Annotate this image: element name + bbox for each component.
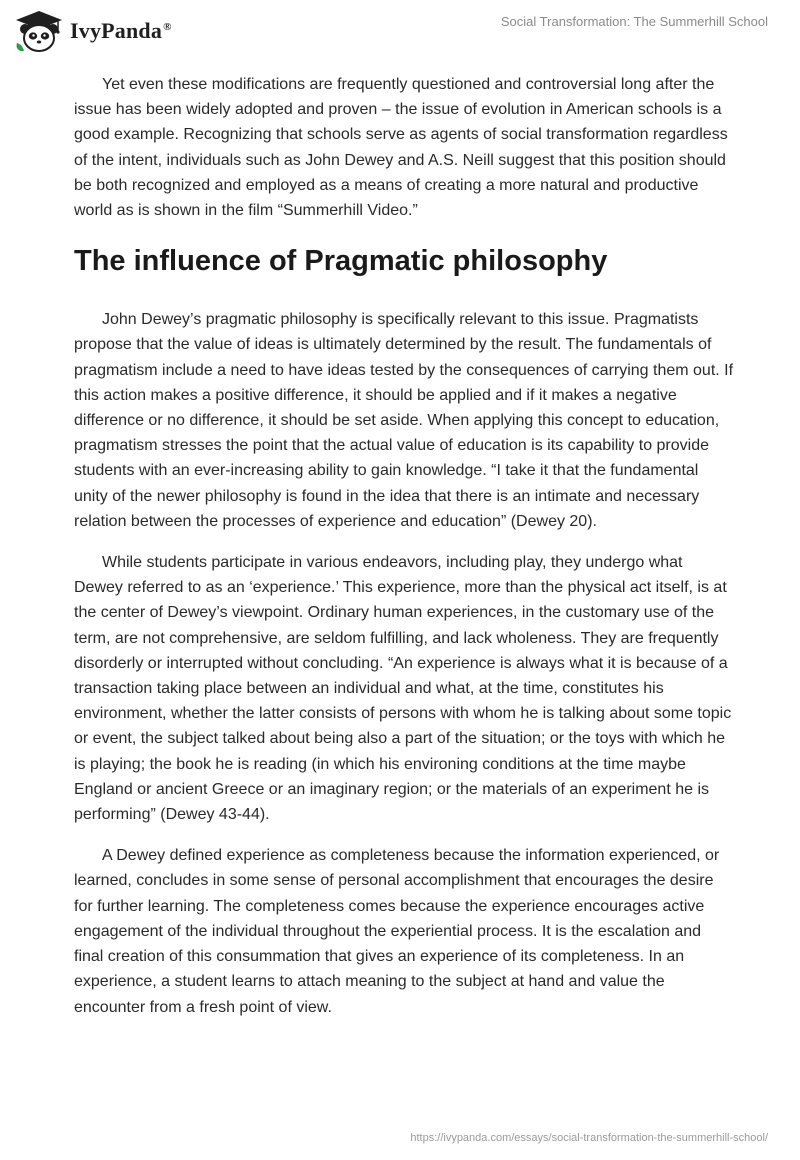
document-title: Social Transformation: The Summerhill School	[500, 14, 768, 29]
page-header	[0, 0, 800, 60]
ivypanda-logo[interactable]	[14, 8, 172, 54]
essay-content	[74, 72, 734, 1036]
paragraph: Yet even these modifications are frequently questioned and controversial long after the issue has been widely adopted and proven – the issue of evolution in American schools is a good example. Recognizing that schools serve as agents of social transformation regardless of the intent, individuals such as John Dewey and A.S. Neill suggest that this position should be both recognized and employed as a means of creating a more natural and productive world as is shown in the film “Summerhill Video.”	[74, 76, 728, 220]
panda-graduation-cap-icon	[14, 9, 64, 53]
paragraph: A Dewey defined experience as completeness because the information experienced, or learned, concludes in some sense of personal accomplishment that encourages the desire for further learning. The completeness comes because the experience encourages active engagement of the individual throughout the experiential process. It is the escalation and final creation of this consummation that gives an experience of its completeness. In an experience, a student learns to attach meaning to the subject at hand and value the encounter from a fresh point of view.	[74, 847, 720, 1016]
section-heading: The influence of Pragmatic philosophy	[74, 245, 608, 278]
registered-mark: ®	[163, 20, 172, 33]
brand-name: IvyPanda®	[70, 18, 172, 43]
paragraph: While students participate in various endeavors, including play, they undergo what Dewey referred to as an ‘experience.’ This experience, more than the physical act itself, is at the center of Dewey’s viewpoint. Ordinary human experiences, in the customary use of the term, are not comprehensive, are seldom fulfilling, and lack wholeness. They are frequently disorderly or interrupted without concluding. “An experience is always what it is because of a transaction taking place between an individual and what, at the time, constitutes his environment, whether the latter consists of persons with whom he is talking about some topic or event, the subject talked about being also a part of the situation; or the toys with which he is playing; the book he is reading (in which his environing conditions at the time maybe England or ancient Greece or an imaginary region; or the materials of an experiment he is performing” (Dewey 43-44).	[74, 554, 732, 824]
source-url-link[interactable]: https://ivypanda.com/essays/social-transformation-the-summerhill-school/	[410, 1132, 768, 1144]
paragraph: John Dewey’s pragmatic philosophy is specifically relevant to this issue. Pragmatists propose that the value of ideas is ultimately determined by the result. The fundamentals of pragmatism include a need to have ideas tested by the consequences of carrying them out. If this action makes a positive difference, it should be applied and if it makes a negative difference or no difference, it should be set aside. When applying this concept to education, pragmatism stresses the point that the actual value of education is its capability to provide students with an ever-increasing ability to gain knowledge. “I take it that the fundamental unity of the newer philosophy is found in the idea that there is an intimate and necessary relation between the processes of experience and education” (Dewey 20).	[74, 311, 734, 530]
